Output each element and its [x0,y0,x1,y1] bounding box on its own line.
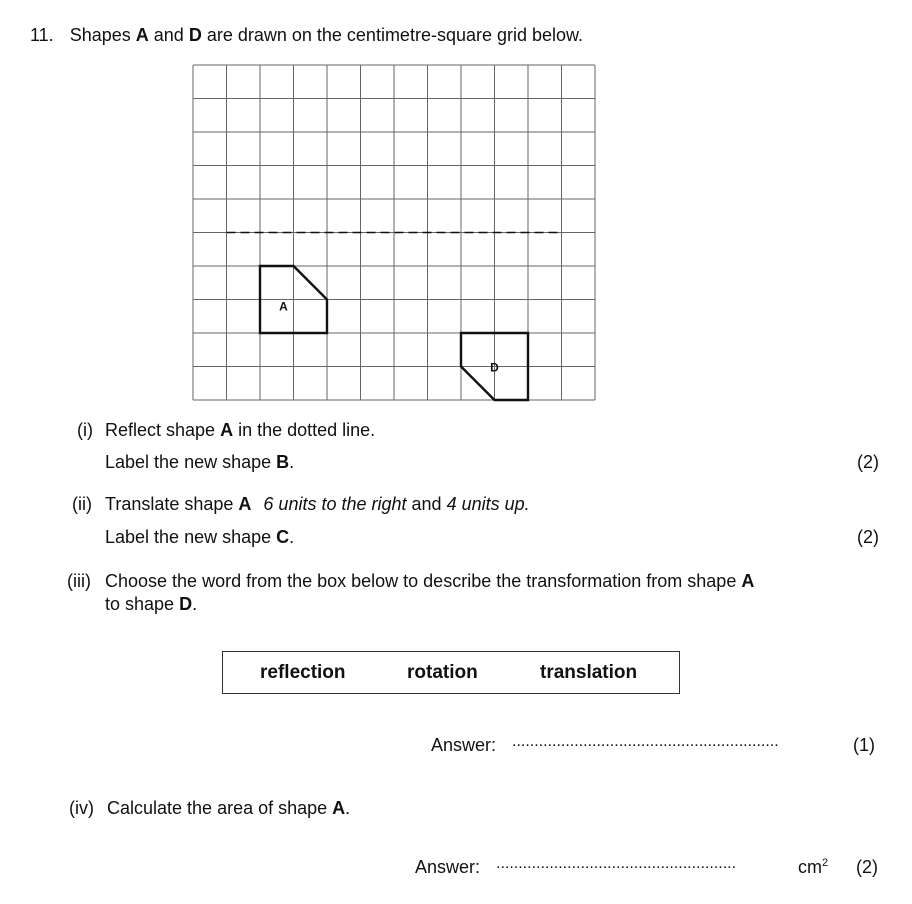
part-iv-line1-end: . [345,798,351,818]
part-i-line2-end: . [289,452,295,472]
part-ii-line1 [105,494,530,515]
part-i-line2 [105,452,294,473]
part-iv-line1 [107,798,350,819]
intro-shape-a: A [135,25,149,45]
part-iii-marker: (iii) [67,571,91,591]
part-i-marks: (2) [857,452,879,472]
part-iv-answer [415,857,480,878]
question-header [30,25,583,46]
part-iii-answer [431,735,496,756]
part-ii-line2-end: . [289,527,295,547]
part-iii-answer-line[interactable]: ............................................................ [512,733,779,750]
part-iii-shape-d: D [179,594,193,614]
part-ii-marks: (2) [857,527,879,547]
word-choice-box [222,651,680,694]
part-ii-shape-a: A [238,494,252,514]
part-iv-shape-a: A [332,798,346,818]
part-ii-line1-text: Translate shape [105,494,239,514]
part-iv-marker: (iv) [69,798,94,818]
part-iii-line1-text: Choose the word from the box below to describe the transformation from shape [105,571,742,591]
part-ii-line2 [105,527,294,548]
part-iv-unit [798,857,828,878]
part-ii-and: and [406,494,447,514]
part-iii-line2-end: . [192,594,198,614]
word-rotation: rotation [407,662,478,683]
part-iv-answer-line[interactable]: ...................................................... [496,855,737,872]
word-reflection: reflection [260,662,346,683]
part-i-line1 [105,420,375,441]
intro-post: are drawn on the centimetre-square grid below. [201,25,584,45]
part-i-shape-a: A [220,420,234,440]
unit-cm: cm [798,857,822,877]
part-iii-line2 [105,594,197,615]
question-number: 11. [30,25,54,45]
part-iii-line2-text: to shape [105,594,180,614]
part-i-line1-text: Reflect shape [105,420,221,440]
part-ii-up: 4 units up. [446,494,530,514]
unit-power: 2 [822,857,829,869]
part-iv-line1-text: Calculate the area of shape [107,798,333,818]
shape-d-label: D [490,360,499,375]
intro-shape-d: D [188,25,202,45]
part-iii-answer-label: Answer: [431,735,497,755]
part-ii-marker: (ii) [72,494,92,514]
intro-and: and [148,25,189,45]
part-iii-marks: (1) [853,735,875,755]
part-i-shape-b: B [276,452,290,472]
part-iv-answer-label: Answer: [415,857,481,877]
part-ii-line2-text: Label the new shape [105,527,277,547]
part-ii-right: 6 units to the right [263,494,407,514]
intro-pre: Shapes [69,25,136,45]
part-i-line2-text: Label the new shape [105,452,277,472]
part-i-line1-end: in the dotted line. [233,420,376,440]
shape-a-label: A [279,299,288,314]
part-i-marker: (i) [77,420,93,440]
word-translation: translation [540,662,638,683]
part-ii-shape-c: C [276,527,290,547]
part-iv-marks: (2) [856,857,878,877]
part-iii-shape-a: A [741,571,755,591]
part-iii-line1 [105,571,754,592]
centimetre-grid [192,64,596,401]
